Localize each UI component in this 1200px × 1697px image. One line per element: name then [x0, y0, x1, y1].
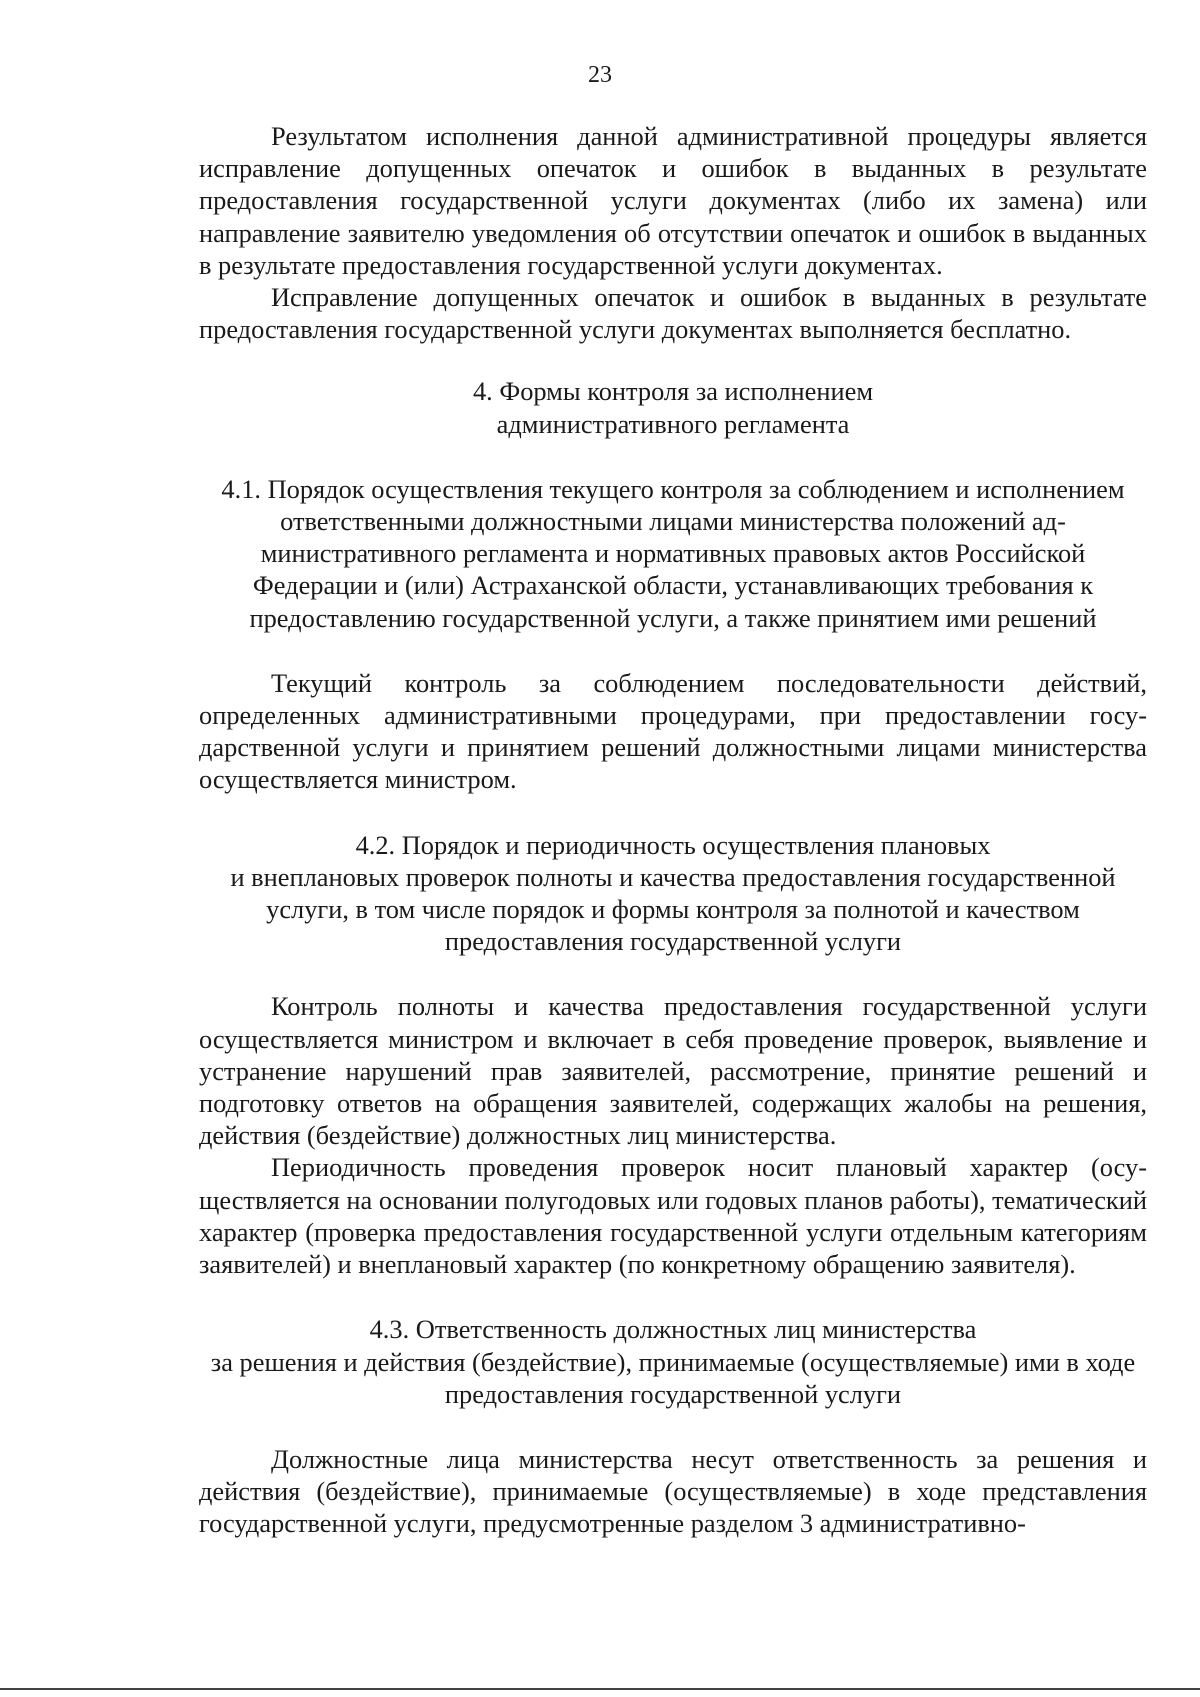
paragraph-officials-responsibility: Должностные лица министерства несут ответственность за решения и действия (бездействие), принимаемые (осуществляемые) в ходе представления государственной услуги, предусмотренные разделом 3 административно- — [199, 1443, 1147, 1539]
subsection-heading-4-2-rest: и внеплановых проверок полноты и качества предоставления государственной услуги, в том числе порядок и формы контроля за полнотой и качеством предоставления государственной услуги — [230, 861, 1116, 957]
subsection-heading-4-1: 4.1. Порядок осуществления текущего контроля за соблюдением и исполнением ответственными должностными лицами министерства положений административного регламента и нормативных правовых актов Российской Федерации и (или) Астраханской области, устанавливающих требования к предоставлению государственной услуги, а также принятием ими решений — [221, 473, 1125, 633]
page-bottom-rule — [0, 1688, 1200, 1690]
section-heading-4-line1: 4. Формы контроля за исполнением — [472, 376, 874, 407]
subsection-heading-4-2-line1: 4.2. Порядок и периодичность осуществления плановых — [355, 829, 991, 860]
paragraph-free-correction: Исправление допущенных опечаток и ошибок в выданных в результате предоставления государственной услуги документах выполняется бесплатно. — [199, 282, 1147, 345]
paragraph-quality-control: Контроль полноты и качества предоставления государственной услуги осуществляется министром и включает в себя проведение проверок, выявление и устранение нарушений прав заявителей, рассмотрение, принятие решений и подготовку ответов на обращения заявителей, содержащих жалобы на решения, действия (бездействие) должностных лиц министерства. — [199, 991, 1147, 1151]
section-heading-4 — [199, 375, 1147, 439]
paragraph-current-control: Текущий контроль за соблюдением последовательности действий, определенных административными процедурами, при предоставлении государственной услуги и принятием решений должностными лицами министерства осуществляется министром. — [199, 667, 1147, 795]
subsection-heading-4-3-rest: за решения и действия (бездействие), принимаемые (осуществляемые) ими в ходе предоставления государственной услуги — [210, 1346, 1136, 1409]
paragraph-inspection-frequency: Периодичность проведения проверок носит плановый характер (осуществляется на основании полугодовых или годовых планов работы), тематический характер (проверка предоставления государственной услуги отдельным категориям заявителей) и внеплановый характер (по конкретному обращению заявителя). — [199, 1152, 1147, 1280]
paragraph-procedure-result: Результатом исполнения данной административной процедуры является исправление допущенных опечаток и ошибок в выданных в результате предоставления государственной услуги документах (либо их замена) или направление заявителю уведомления об отсутствии опечаток и ошибок в выданных в результате предоставления государственной услуги документах. — [199, 121, 1147, 280]
page-content — [199, 120, 1147, 1540]
subsection-heading-4-3 — [199, 1313, 1147, 1410]
subsection-heading-4-2 — [199, 829, 1147, 958]
subsection-heading-4-3-line1: 4.3. Ответственность должностных лиц министерства — [369, 1314, 977, 1345]
section-heading-4-line2: административного регламента — [496, 408, 850, 439]
page-number: 23 — [588, 62, 612, 88]
